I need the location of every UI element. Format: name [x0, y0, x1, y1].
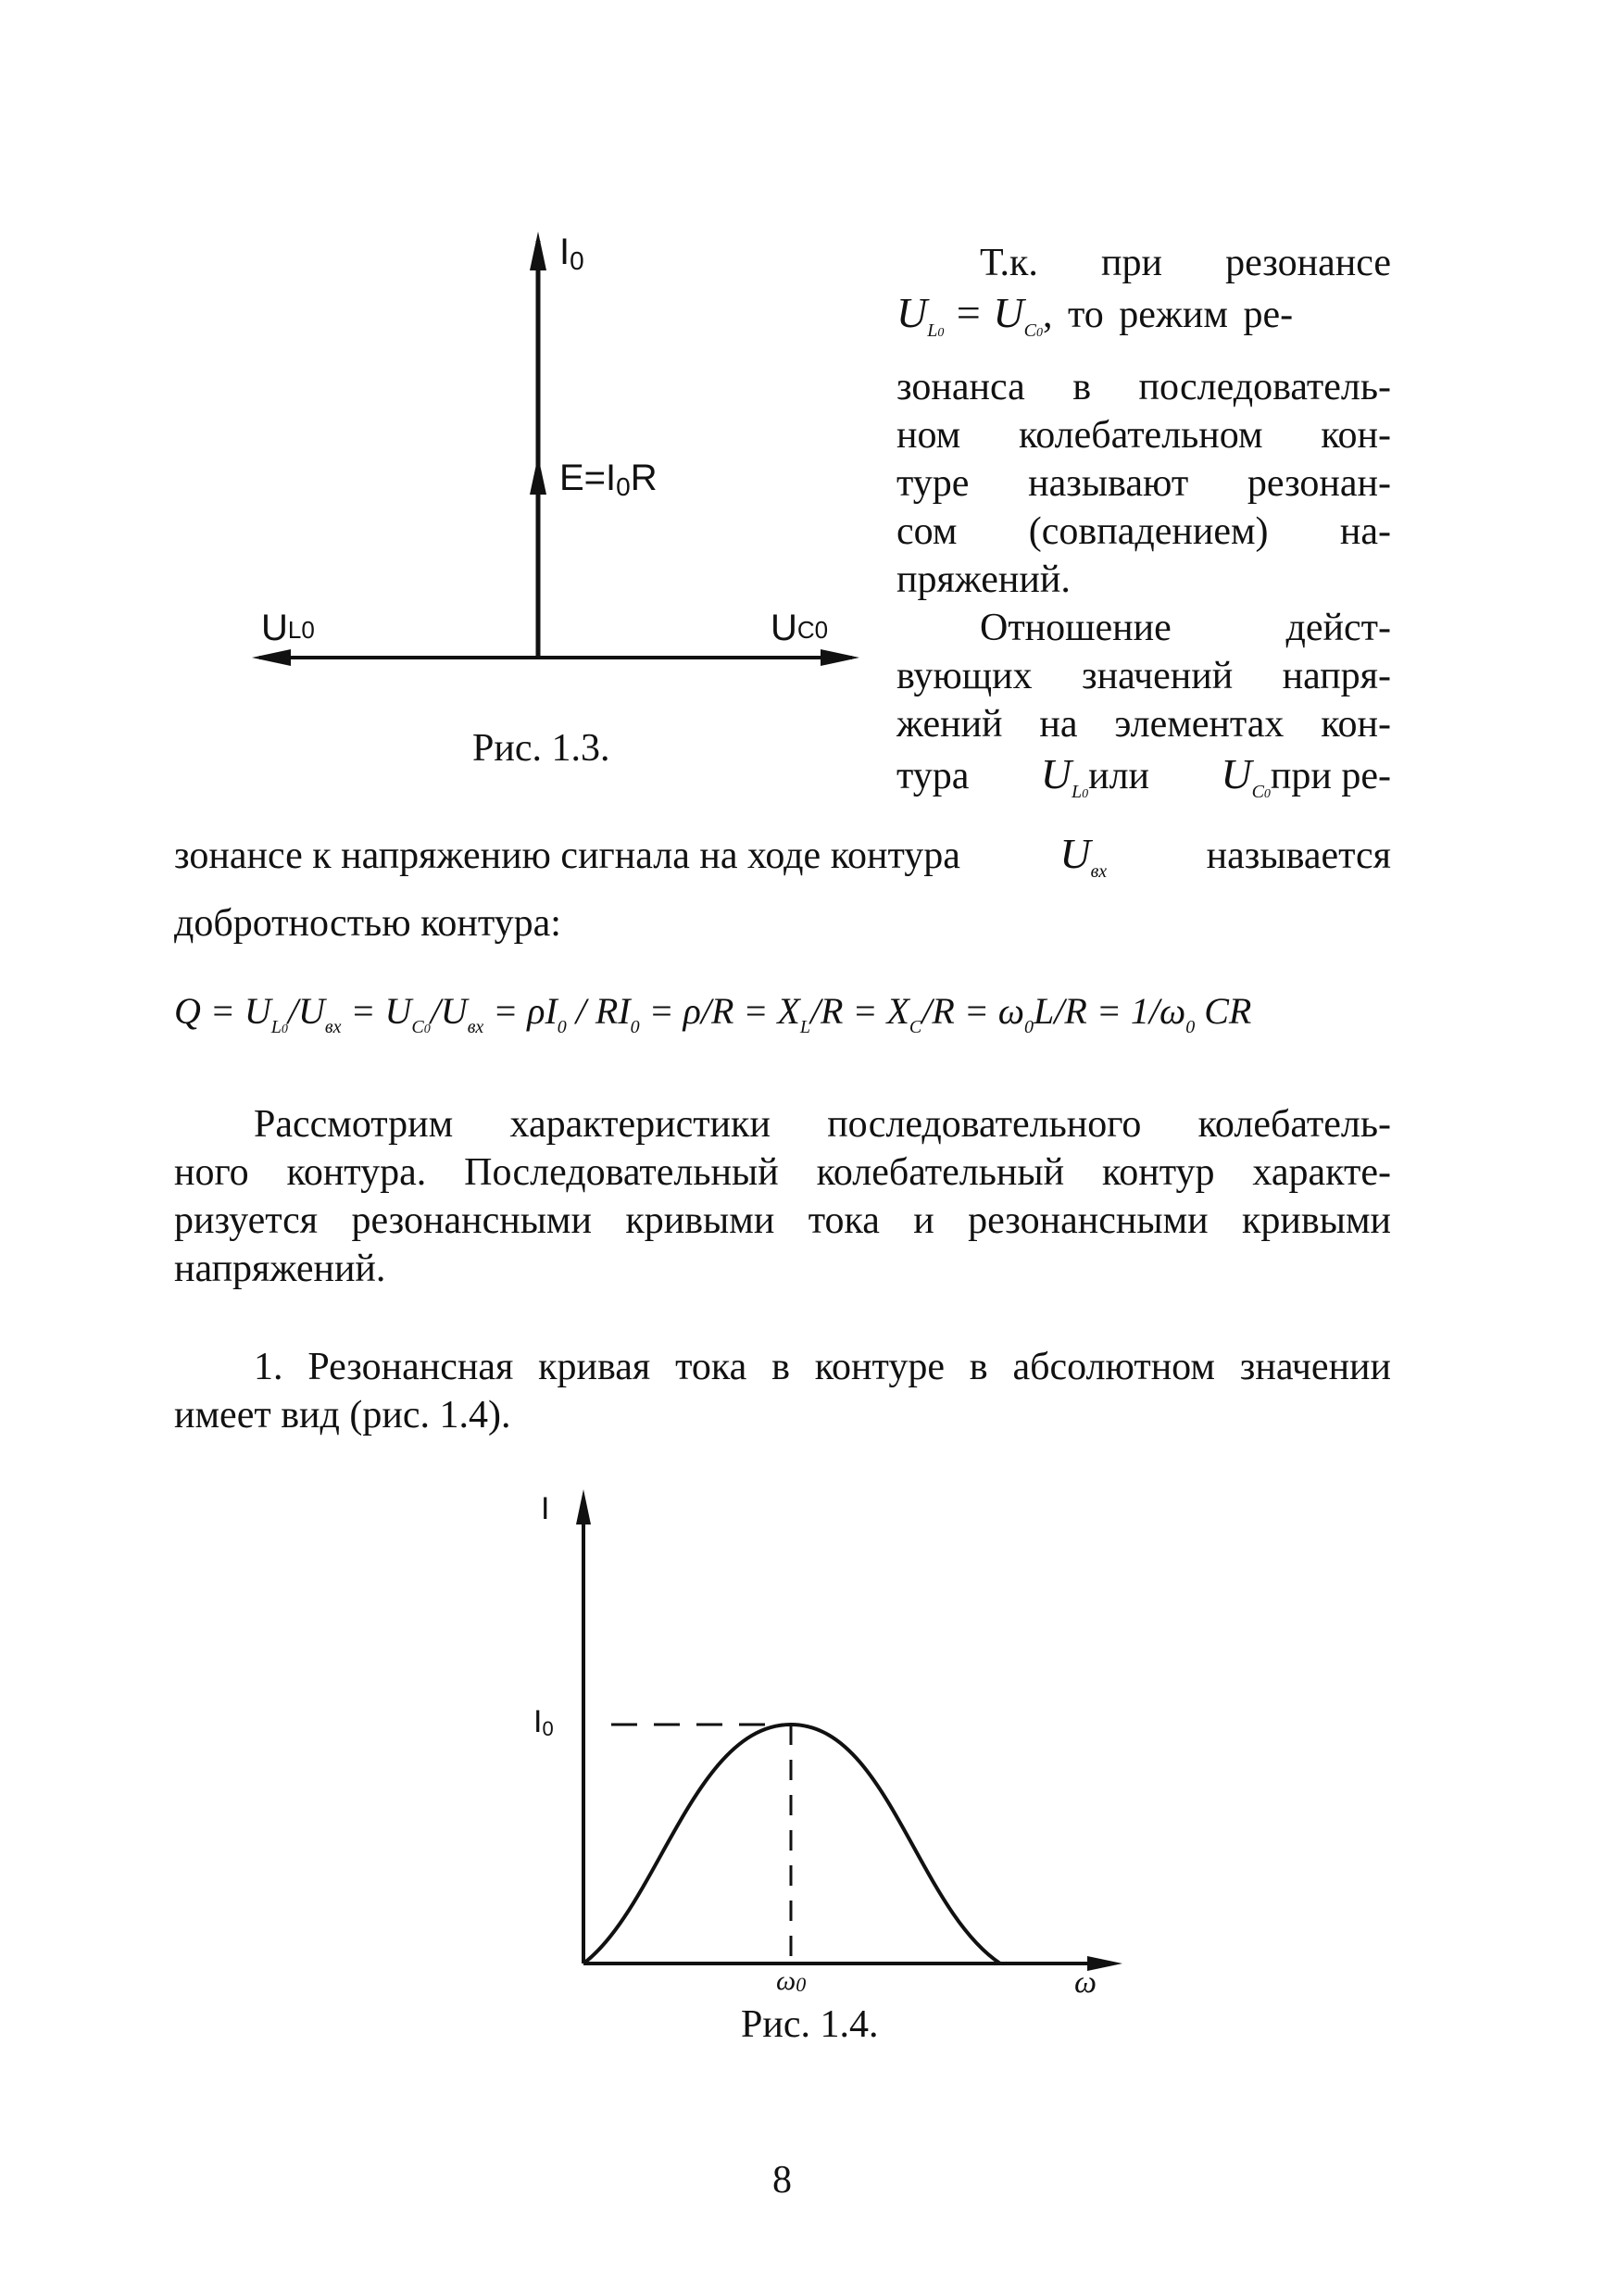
side-line-6: сом (совпадением) на-	[896, 510, 1391, 553]
para1-line-3: ризуется резонансными кривыми тока и резонансными кривыми	[174, 1199, 1391, 1242]
ul0-arrowhead	[252, 649, 291, 666]
full-line-1: зонансе к напряжению сигнала на ходе контура $U_{вх}$ называется	[174, 830, 1391, 882]
para1-line-4: напряжений.	[174, 1248, 386, 1290]
quality-factor-formula: $Q = U_{L0}/U_{вх} = U_{C0}/U_{вх} = \rho I_0 / RI_0 = \rho/R = X_L/R = X_C/R = \omega_0L/R = 1/\omega_0$ CR	[174, 990, 1252, 1037]
full-text-block	[174, 830, 1391, 947]
side-line-4: ном колебательном кон-	[896, 414, 1391, 457]
side-line-7: пряжений.	[896, 558, 1071, 601]
para1-line-2: ного контура. Последовательный колебательный контур характе-	[174, 1151, 1391, 1194]
uc0-arrowhead	[821, 649, 859, 666]
side-line-1: Т.к. при резонансе	[980, 242, 1391, 284]
fig14-xlabel: ω	[1074, 1965, 1097, 2000]
full-line-2: добротностью контура:	[174, 902, 561, 945]
y-axis-arrowhead	[576, 1489, 591, 1524]
side-line-2: $U_{L0} = U_{C0}$, то режим ре-	[896, 289, 1294, 341]
figure-1-4-caption: Рис. 1.4.	[741, 2003, 879, 2046]
para1-line-1: Рассмотрим характеристики последовательного колебатель-	[254, 1103, 1391, 1146]
paragraph-2	[174, 1343, 1391, 1439]
label-i0: $I_0$	[559, 232, 584, 275]
figure-1-4-resonance-curve	[519, 1482, 1130, 1982]
side-line-11: тура $U_{L0}или$ $U_{C0}при$ ре-	[896, 750, 1391, 802]
i0-arrowhead	[530, 232, 546, 270]
paragraph-1	[174, 1100, 1391, 1293]
fig14-ylabel: I	[541, 1491, 550, 1526]
page-number: 8	[772, 2159, 792, 2202]
side-line-9: вующих значений напря-	[896, 655, 1391, 697]
e-arrowhead	[530, 456, 546, 495]
fig14-i0-label: $I_0$	[533, 1704, 554, 1740]
label-ul0: $U_{L0}$	[261, 608, 315, 648]
fig14-w0-label: $\omega_0$	[776, 1965, 807, 1996]
label-uc0: $U_{C0}$	[771, 608, 829, 648]
side-line-3: зонанса в последователь-	[896, 366, 1391, 408]
para2-line-1: 1. Резонансная кривая тока в контуре в абсолютном значении	[254, 1346, 1391, 1388]
figure-1-3-caption: Рис. 1.3.	[472, 727, 610, 770]
side-line-8: Отношение дейст-	[980, 607, 1391, 649]
side-line-10: жений на элементах кон-	[896, 703, 1391, 746]
para2-line-2: имеет вид (рис. 1.4).	[174, 1394, 511, 1437]
label-e: $E=I_0R$	[559, 458, 658, 501]
side-text-block	[896, 239, 1391, 832]
side-line-5: туре называют резонан-	[896, 462, 1391, 505]
